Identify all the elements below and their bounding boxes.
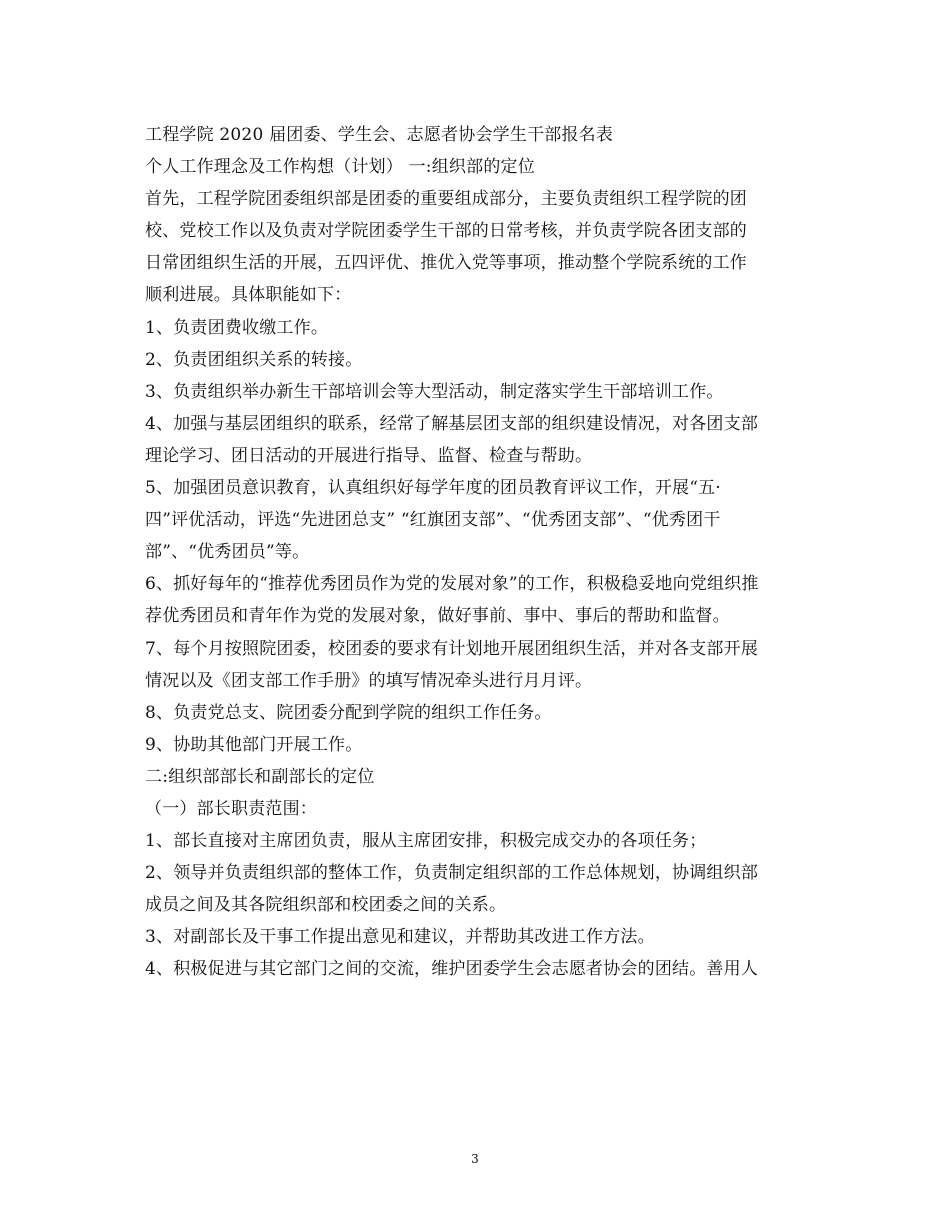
- list-item: 9、协助其他部门开展工作。: [145, 734, 363, 755]
- section-heading: 二:组织部部长和副部长的定位: [145, 766, 375, 787]
- list-item: 3、负责组织举办新生干部培训会等大型活动，制定落实学生干部培训工作。: [145, 381, 724, 402]
- list-item-continuation: 部”、“优秀团员”等。: [145, 542, 310, 563]
- paragraph-line: 顺利进展。具体职能如下：: [145, 285, 352, 306]
- list-item: 1、部长直接对主席团负责，服从主席团安排，积极完成交办的各项任务；: [145, 831, 707, 852]
- list-item-continuation: 情况以及《团支部工作手册》的填写情况牵头进行月月评。: [145, 670, 593, 691]
- subsection-heading: （一）部长职责范围：: [145, 798, 317, 819]
- section-heading: 个人工作理念及工作构想（计划） 一:组织部的定位: [145, 157, 535, 178]
- paragraph-line: 校、党校工作以及负责对学院团委学生干部的日常考核，并负责学院各团支部的: [145, 221, 747, 242]
- list-item: 2、领导并负责组织部的整体工作，负责制定组织部的工作总体规划，协调组织部: [145, 863, 759, 884]
- list-item: 5、加强团员意识教育，认真组织好每学年度的团员教育评议工作，开展“五·: [145, 478, 721, 499]
- list-item: 8、负责党总支、院团委分配到学院的组织工作任务。: [145, 702, 552, 723]
- list-item: 2、负责团组织关系的转接。: [145, 349, 363, 370]
- list-item: 4、积极促进与其它部门之间的交流，维护团委学生会志愿者协会的团结。善用人: [145, 959, 759, 980]
- list-item-continuation: 理论学习、团日活动的开展进行指导、监督、检查与帮助。: [145, 445, 593, 466]
- list-item: 7、每个月按照院团委，校团委的要求有计划地开展团组织生活，并对各支部开展: [145, 638, 759, 659]
- list-item: 1、负责团费收缴工作。: [145, 317, 329, 338]
- document-title: 工程学院 2020 届团委、学生会、志愿者协会学生干部报名表: [145, 125, 614, 145]
- document-body: [145, 119, 815, 986]
- page-number: 3: [471, 1152, 479, 1166]
- list-item: 4、加强与基层团组织的联系，经常了解基层团支部的组织建设情况，对各团支部: [145, 413, 759, 434]
- list-item: 3、对副部长及干事工作提出意见和建议，并帮助其改进工作方法。: [145, 927, 655, 948]
- paragraph-line: 日常团组织生活的开展，五四评优、推优入党等事项，推动整个学院系统的工作: [145, 253, 747, 274]
- list-item-continuation: 荐优秀团员和青年作为党的发展对象，做好事前、事中、事后的帮助和监督。: [145, 606, 730, 627]
- paragraph-line: 首先，工程学院团委组织部是团委的重要组成部分，主要负责组织工程学院的团: [145, 189, 747, 210]
- list-item: 6、抓好每年的“推荐优秀团员作为党的发展对象”的工作，积极稳妥地向党组织推: [145, 574, 759, 595]
- list-item-continuation: 四”评优活动，评选“先进团总支” “红旗团支部”、“优秀团支部”、“优秀团干: [145, 510, 721, 531]
- list-item-continuation: 成员之间及其各院组织部和校团委之间的关系。: [145, 895, 507, 916]
